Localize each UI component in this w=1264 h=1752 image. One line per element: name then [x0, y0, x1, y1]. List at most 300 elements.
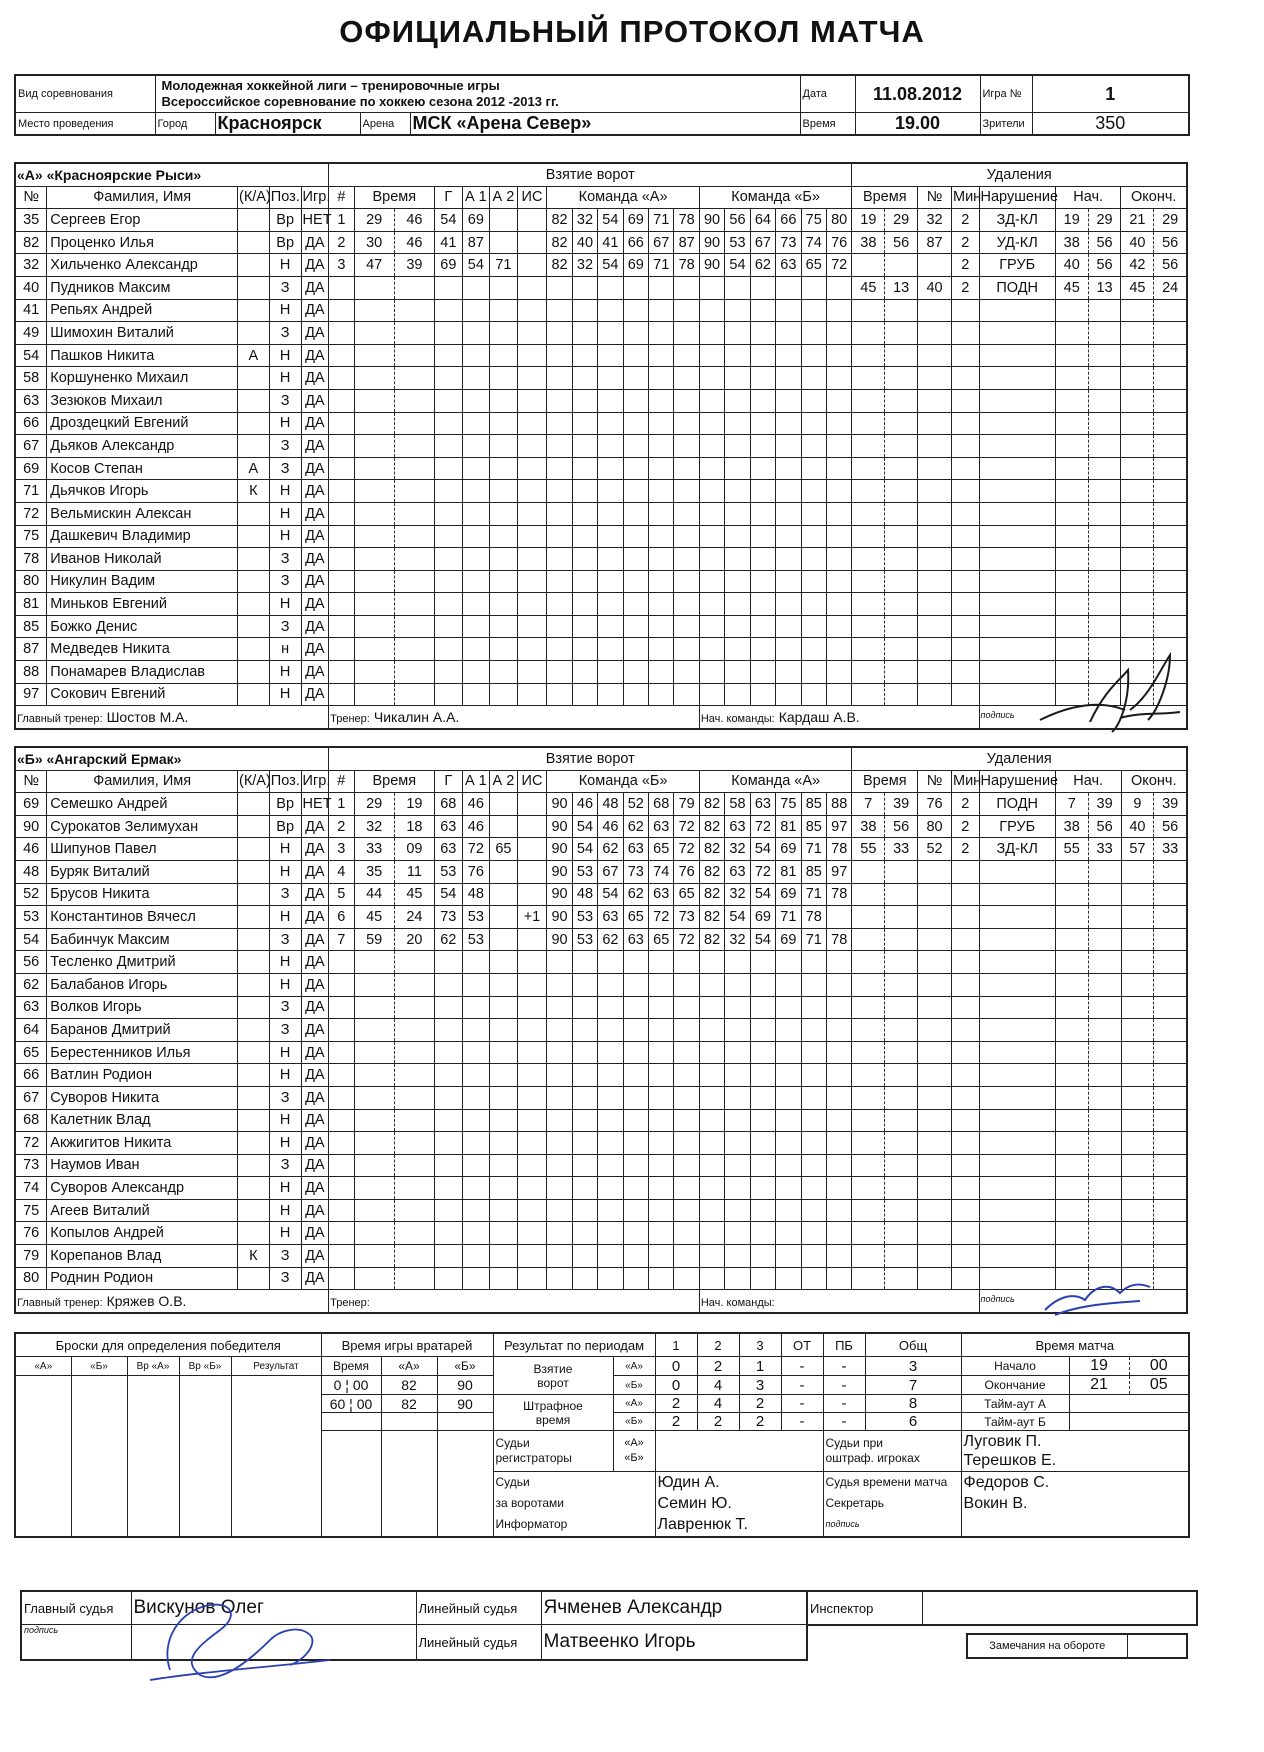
penalty-second: 29 [885, 209, 918, 232]
on-ice-empty-cell [750, 1086, 775, 1109]
on-ice-empty-cell [674, 1132, 699, 1155]
summary-table [14, 1332, 1190, 1538]
player-name-cell [47, 389, 238, 412]
goal-second: 46 [394, 209, 434, 232]
goal-second [394, 412, 434, 435]
on-ice-empty-cell [801, 1245, 826, 1268]
goalie-b-header: «Б» [437, 1357, 493, 1376]
remarks-box [966, 1633, 1188, 1659]
opp-on-ice-player: 81 [776, 815, 801, 838]
penalty-start-minute [1055, 548, 1088, 571]
penalty-violation: ГРУБ [979, 815, 1055, 838]
on-ice-empty-cell [623, 1019, 648, 1042]
penalty-minute [852, 1177, 885, 1200]
on-ice-empty-cell [649, 1154, 674, 1177]
penalty-end-second: 24 [1154, 276, 1187, 299]
player-number: 69 [15, 457, 47, 480]
on-ice-empty-cell [801, 1177, 826, 1200]
penalty-end-second [1154, 548, 1187, 571]
on-ice-empty-cell [649, 389, 674, 412]
opp-on-ice-player: 90 [699, 209, 724, 232]
player-name: Миньков Евгений [50, 596, 167, 613]
on-ice-empty-cell [725, 1019, 750, 1042]
goal-assist-1: 53 [462, 928, 490, 951]
penalty-start-minute [1055, 973, 1088, 996]
opp-on-ice-player: 82 [699, 860, 724, 883]
player-position: Н [269, 412, 301, 435]
on-ice-empty-cell [572, 683, 597, 706]
player-position: Н [269, 1109, 301, 1132]
on-ice-empty-cell [699, 1041, 724, 1064]
penalty-empty-cell [918, 1019, 952, 1042]
chief-referee-signature [140, 1580, 340, 1690]
opp-on-ice-player: 85 [801, 793, 826, 816]
penalty-end-minute [1121, 570, 1154, 593]
on-ice-empty-cell [699, 593, 724, 616]
on-ice-empty-cell [649, 502, 674, 525]
on-ice-empty-cell [674, 1177, 699, 1200]
goal-empty-cell [462, 344, 490, 367]
on-ice-empty-cell [776, 1245, 801, 1268]
player-name-cell [47, 1132, 238, 1155]
penalty-end-second [1154, 367, 1187, 390]
match-end-minute: 05 [1129, 1376, 1189, 1395]
player-captain-mark [237, 1019, 269, 1042]
goal-empty-cell [490, 1154, 518, 1177]
player-position: Н [269, 502, 301, 525]
goal-minute [354, 299, 394, 322]
penalty-empty-cell [979, 502, 1055, 525]
penalty-empty-cell [979, 1222, 1055, 1245]
penalty-start-second [1088, 344, 1121, 367]
on-ice-empty-cell [649, 344, 674, 367]
player-captain-mark [237, 1064, 269, 1087]
on-ice-empty-cell [699, 973, 724, 996]
on-ice-empty-cell [572, 1109, 597, 1132]
on-ice-empty-cell [750, 1154, 775, 1177]
penalty-second [885, 638, 918, 661]
own-on-ice-player: 90 [547, 793, 572, 816]
goals-section-heading: Взятие ворот [329, 747, 852, 770]
pim-label-line-2: время [535, 1412, 571, 1427]
goal-assist-2 [490, 209, 518, 232]
penalty-minute [852, 502, 885, 525]
goal-second [394, 525, 434, 548]
penalty-start-minute: 38 [1055, 815, 1088, 838]
penalty-end-second [1154, 951, 1187, 974]
on-ice-empty-cell [725, 1064, 750, 1087]
penalty-empty-cell [918, 1245, 952, 1268]
on-ice-empty-cell [750, 1064, 775, 1087]
penalty-start-second [1088, 1132, 1121, 1155]
goal-empty-cell [462, 1086, 490, 1109]
goal-empty-cell [462, 367, 490, 390]
own-on-ice-player: 32 [572, 209, 597, 232]
pim-b-period: 2 [655, 1413, 697, 1431]
player-name: Шипунов Павел [50, 841, 157, 858]
on-ice-empty-cell [801, 1064, 826, 1087]
goal-situation [517, 209, 547, 232]
on-ice-empty-cell [750, 1109, 775, 1132]
on-ice-empty-cell [725, 1245, 750, 1268]
goal-empty-cell [435, 1267, 463, 1290]
on-ice-empty-cell [801, 344, 826, 367]
goal-empty-cell [490, 1222, 518, 1245]
goals-b-period: 0 [655, 1376, 697, 1395]
penalty-empty-cell [918, 299, 952, 322]
goal-number [329, 525, 354, 548]
penalty-end-minute [1121, 299, 1154, 322]
team-name: «А» «Красноярские Рыси» [15, 163, 329, 186]
penalty-minute: 55 [852, 838, 885, 861]
penalty-minute [852, 928, 885, 951]
goal-second: 39 [394, 254, 434, 277]
penalty-minute [852, 457, 885, 480]
on-ice-empty-cell [750, 525, 775, 548]
goal-second: 11 [394, 860, 434, 883]
date-label: Дата [800, 75, 855, 113]
on-ice-empty-cell [547, 525, 572, 548]
penalty-minute [852, 1154, 885, 1177]
penalty-minute: 45 [852, 276, 885, 299]
on-ice-empty-cell [649, 480, 674, 503]
on-ice-empty-cell [725, 615, 750, 638]
penalty-empty-cell [979, 480, 1055, 503]
goal-assist-1: 72 [462, 838, 490, 861]
penalty-minute [852, 525, 885, 548]
player-row [15, 344, 1187, 367]
opp-on-ice-player: 63 [776, 254, 801, 277]
penalty-end-second [1154, 389, 1187, 412]
on-ice-empty-cell [598, 593, 623, 616]
remarks-checkbox[interactable] [1127, 1634, 1187, 1658]
opp-on-ice-player: 69 [776, 883, 801, 906]
player-captain-mark [237, 322, 269, 345]
on-ice-empty-cell [750, 548, 775, 571]
on-ice-empty-cell [699, 480, 724, 503]
penalty-second [885, 1041, 918, 1064]
secretary-label: Секретарь [825, 1496, 885, 1510]
player-captain-mark: А [237, 344, 269, 367]
penalty-start-second: 29 [1088, 209, 1121, 232]
penalty-second [885, 951, 918, 974]
own-on-ice-player: 62 [598, 928, 623, 951]
on-ice-empty-cell [572, 322, 597, 345]
penalty-second [885, 1222, 918, 1245]
on-ice-empty-cell [699, 1064, 724, 1087]
on-ice-empty-cell [674, 638, 699, 661]
own-on-ice-player: 48 [598, 793, 623, 816]
match-start-label: Начало [961, 1357, 1069, 1376]
goal-empty-cell [517, 276, 547, 299]
penalty-empty-cell [979, 412, 1055, 435]
on-ice-empty-cell [776, 593, 801, 616]
player-row [15, 1109, 1187, 1132]
on-ice-empty-cell [776, 683, 801, 706]
on-ice-empty-cell [725, 322, 750, 345]
goal-empty-cell [435, 1019, 463, 1042]
player-number: 75 [15, 1199, 47, 1222]
shootout-col-header: «А» [15, 1357, 71, 1376]
on-ice-empty-cell [674, 996, 699, 1019]
own-on-ice-player: 66 [623, 231, 648, 254]
penalty-minute [852, 1132, 885, 1155]
penalty-end-minute [1121, 1019, 1154, 1042]
penalty-end-minute [1121, 548, 1154, 571]
goal-empty-cell [490, 435, 518, 458]
player-number: 35 [15, 209, 47, 232]
opp-on-ice-player: 90 [699, 231, 724, 254]
player-number: 46 [15, 838, 47, 861]
goals-a-period: 0 [655, 1357, 697, 1376]
on-ice-empty-cell [572, 412, 597, 435]
player-position: З [269, 276, 301, 299]
penalty-minute [852, 996, 885, 1019]
opp-on-ice-player: 82 [699, 815, 724, 838]
penalty-second: 33 [885, 838, 918, 861]
on-ice-empty-cell [623, 412, 648, 435]
penalty-start-minute [1055, 480, 1088, 503]
on-ice-empty-cell [598, 435, 623, 458]
penalty-second [885, 1154, 918, 1177]
opp-on-ice-player: 56 [725, 209, 750, 232]
signature-label: подпись [980, 1294, 1015, 1305]
penalty-empty-cell [952, 1041, 980, 1064]
goal-assist-1: 48 [462, 883, 490, 906]
opp-on-ice-player: 32 [725, 838, 750, 861]
penalty-start-second [1088, 860, 1121, 883]
penalty-empty-cell [952, 996, 980, 1019]
player-captain-mark [237, 683, 269, 706]
on-ice-empty-cell [750, 435, 775, 458]
opp-on-ice-player: 73 [776, 231, 801, 254]
goal-empty-cell [490, 322, 518, 345]
penalty-start-minute [1055, 1154, 1088, 1177]
on-ice-empty-cell [547, 276, 572, 299]
on-ice-empty-cell [547, 996, 572, 1019]
own-on-ice-player: 67 [649, 231, 674, 254]
on-ice-empty-cell [826, 1222, 851, 1245]
penalty-end-minute [1121, 996, 1154, 1019]
penalties-section-heading: Удаления [852, 163, 1187, 186]
player-number: 80 [15, 570, 47, 593]
col-ka-header: (К/А) [237, 186, 269, 209]
on-ice-empty-cell [776, 1109, 801, 1132]
player-row [15, 593, 1187, 616]
penalty-second [885, 367, 918, 390]
on-ice-empty-cell [572, 457, 597, 480]
player-played: ДА [301, 951, 329, 974]
col-pen-start-header: Нач. [1055, 186, 1121, 209]
player-played: ДА [301, 815, 329, 838]
player-row [15, 1177, 1187, 1200]
opp-on-ice-player: 65 [801, 254, 826, 277]
penalty-empty-cell [951, 367, 979, 390]
penalty-minute [852, 344, 885, 367]
penalty-minute [852, 883, 885, 906]
goal-number [329, 299, 354, 322]
player-played: ДА [301, 435, 329, 458]
player-captain-mark [237, 209, 269, 232]
on-ice-empty-cell [801, 1154, 826, 1177]
pim-b-period: 6 [865, 1413, 961, 1431]
player-name: Сергеев Егор [50, 211, 141, 228]
on-ice-empty-cell [776, 548, 801, 571]
goal-empty-cell [517, 1154, 547, 1177]
penalty-empty-cell [951, 480, 979, 503]
penalty-end-second [1154, 502, 1187, 525]
on-ice-empty-cell [801, 502, 826, 525]
goal-number: 2 [329, 815, 354, 838]
own-on-ice-player: 53 [572, 928, 597, 951]
penalties-section-heading: Удаления [852, 747, 1187, 770]
player-position: З [269, 435, 301, 458]
on-ice-empty-cell [826, 683, 851, 706]
on-ice-empty-cell [674, 1109, 699, 1132]
col-opp-on-ice-header: Команда «Б» [699, 186, 852, 209]
match-start-hour: 19 [1069, 1357, 1129, 1376]
player-position: Н [269, 525, 301, 548]
registrars-label-line-1: Судьи [495, 1436, 530, 1450]
penalty-start-minute [1055, 860, 1088, 883]
on-ice-empty-cell [699, 1132, 724, 1155]
on-ice-empty-cell [547, 661, 572, 684]
penalty-end-minute [1121, 928, 1154, 951]
goal-minute [354, 570, 394, 593]
goalie-empty-cell [321, 1431, 381, 1538]
on-ice-empty-cell [826, 412, 851, 435]
goal-empty-cell [517, 1199, 547, 1222]
on-ice-empty-cell [623, 570, 648, 593]
on-ice-empty-cell [649, 412, 674, 435]
player-captain-mark [237, 860, 269, 883]
player-position: З [269, 548, 301, 571]
player-name-cell [47, 322, 238, 345]
penalty-player [918, 254, 952, 277]
arena-label: Арена [360, 113, 410, 136]
on-ice-empty-cell [598, 1222, 623, 1245]
opp-on-ice-player: 66 [776, 209, 801, 232]
on-ice-empty-cell [649, 1267, 674, 1290]
player-row [15, 793, 1187, 816]
penalty-start-second [1088, 1086, 1121, 1109]
goal-empty-cell [435, 322, 463, 345]
on-ice-empty-cell [699, 389, 724, 412]
penalty-end-minute [1121, 1041, 1154, 1064]
on-ice-empty-cell [826, 1177, 851, 1200]
on-ice-empty-cell [598, 1019, 623, 1042]
goal-number [329, 1222, 354, 1245]
player-name-cell [47, 480, 238, 503]
on-ice-empty-cell [725, 435, 750, 458]
on-ice-empty-cell [674, 1199, 699, 1222]
player-name: Божко Денис [50, 618, 138, 635]
opp-on-ice-player: 82 [699, 838, 724, 861]
player-row [15, 928, 1187, 951]
goal-scorer: 41 [435, 231, 463, 254]
goal-empty-cell [490, 1019, 518, 1042]
player-position: Н [269, 906, 301, 929]
goal-minute [354, 973, 394, 996]
goal-empty-cell [435, 973, 463, 996]
col-num-header: № [15, 770, 47, 793]
on-ice-empty-cell [776, 951, 801, 974]
goalie-time-header: Время [321, 1357, 381, 1376]
col-ka-header: (К/А) [237, 770, 269, 793]
player-name-cell [47, 525, 238, 548]
penalty-empty-cell [952, 928, 980, 951]
own-on-ice-player: 71 [649, 209, 674, 232]
on-ice-empty-cell [623, 480, 648, 503]
penalty-minute [852, 412, 885, 435]
penalty-start-minute [1055, 457, 1088, 480]
goalie-b-2: 90 [437, 1395, 493, 1413]
on-ice-empty-cell [598, 1154, 623, 1177]
goal-empty-cell [490, 412, 518, 435]
player-position: Вр [269, 793, 301, 816]
goal-minute: 47 [354, 254, 394, 277]
on-ice-empty-cell [801, 299, 826, 322]
player-position: Н [269, 344, 301, 367]
on-ice-empty-cell [725, 457, 750, 480]
goal-number [329, 570, 354, 593]
penalty-empty-cell [952, 906, 980, 929]
on-ice-empty-cell [649, 1132, 674, 1155]
opp-on-ice-player: 82 [699, 793, 724, 816]
goal-minute [354, 1222, 394, 1245]
goal-scorer: 73 [435, 906, 463, 929]
player-played: ДА [301, 683, 329, 706]
goal-empty-cell [490, 502, 518, 525]
goal-minute [354, 525, 394, 548]
penalty-minute [852, 593, 885, 616]
on-ice-empty-cell [750, 593, 775, 616]
coach-value: Чикалин А.А. [373, 708, 460, 725]
opp-on-ice-player: 62 [750, 254, 775, 277]
goalie-time-1: 0 ¦ 00 [321, 1376, 381, 1395]
penalty-minute: 19 [852, 209, 885, 232]
player-name: Пашков Никита [50, 347, 155, 364]
penalty-start-second [1088, 1199, 1121, 1222]
player-name: Суворов Александр [50, 1180, 185, 1197]
player-number: 58 [15, 367, 47, 390]
penalty-minute [852, 299, 885, 322]
penalty-start-second [1088, 570, 1121, 593]
player-name: Буряк Виталий [50, 863, 150, 880]
player-row [15, 299, 1187, 322]
penalty-end-minute [1121, 1245, 1154, 1268]
penalty-empty-cell [979, 973, 1055, 996]
penalty-second: 39 [885, 793, 918, 816]
on-ice-empty-cell [826, 322, 851, 345]
player-name-cell [47, 299, 238, 322]
on-ice-empty-cell [776, 412, 801, 435]
on-ice-empty-cell [699, 1245, 724, 1268]
own-on-ice-player: 72 [674, 838, 699, 861]
on-ice-empty-cell [725, 661, 750, 684]
penalty-start-minute [1055, 1199, 1088, 1222]
goal-empty-cell [517, 951, 547, 974]
goalie-empty-cell [381, 1431, 437, 1538]
penalty-start-minute [1055, 1222, 1088, 1245]
on-ice-empty-cell [674, 457, 699, 480]
on-ice-empty-cell [572, 570, 597, 593]
player-played: ДА [301, 570, 329, 593]
player-name: Никулин Вадим [50, 573, 156, 590]
penalty-minute [852, 1222, 885, 1245]
on-ice-empty-cell [649, 638, 674, 661]
penalty-start-minute [1055, 367, 1088, 390]
